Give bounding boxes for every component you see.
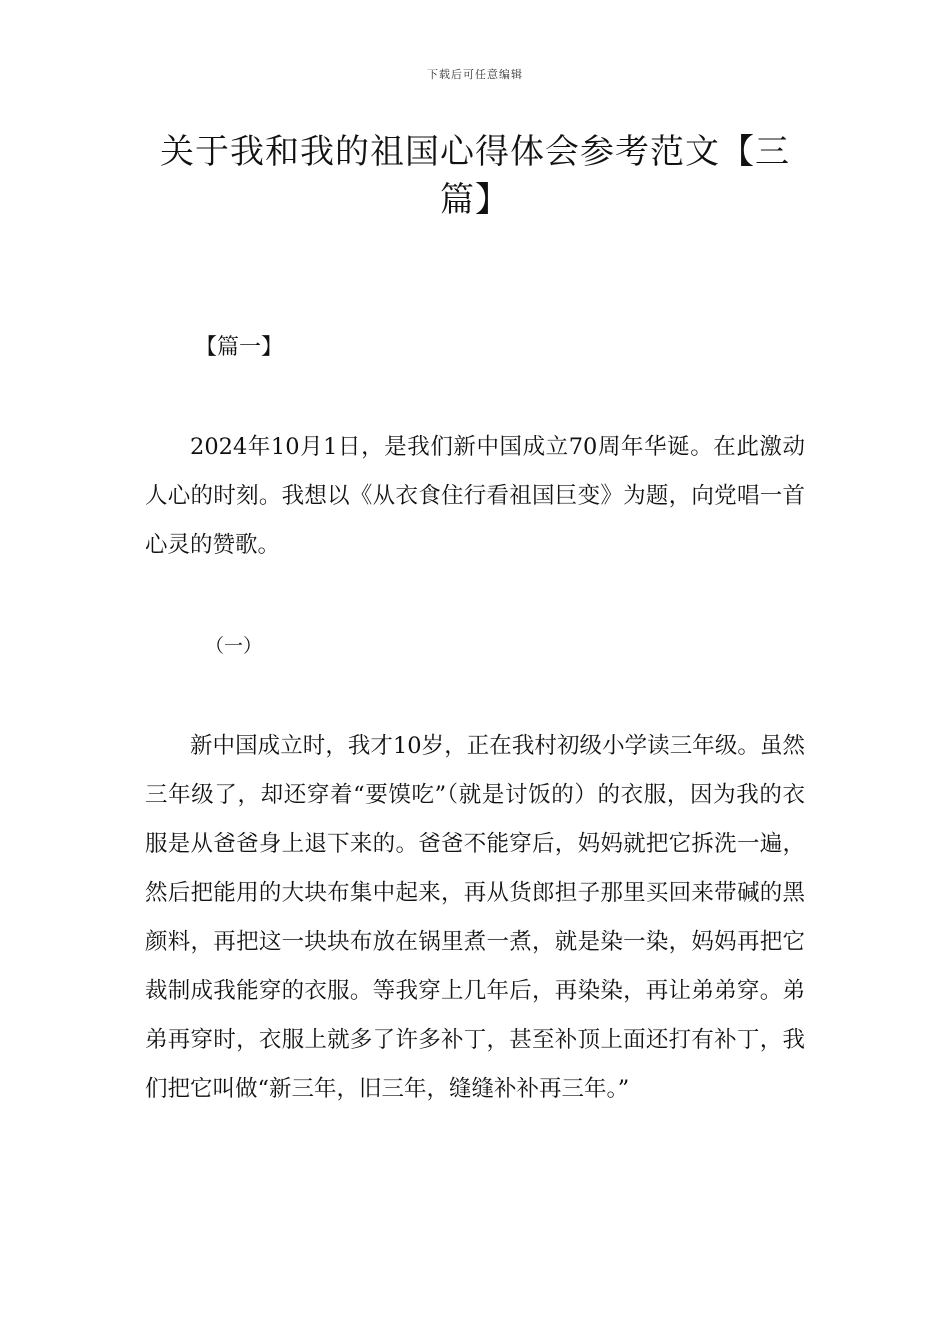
intro-paragraph: 2024年10月1日，是我们新中国成立70周年华诞。在此激动人心的时刻。我想以《从衣食住行看祖国巨变》为题，向党唱一首心灵的赞歌。: [145, 434, 805, 558]
sub-heading: （一）: [205, 635, 263, 657]
page-header-note: 下载后可任意编辑: [427, 68, 523, 81]
body-paragraph: 新中国成立时，我才10岁，正在我村初级小学读三年级。虽然三年级了，却还穿着“要馍吃”（就是讨饭的）的衣服，因为我的衣服是从爸爸身上退下来的。爸爸不能穿后，妈妈就把它拆洗一遍，然后把能用的大块布集中起来，再从货郎担子那里买回来带碱的黑颜料，再把这一块块布放在锅里煮一煮，就是染一染，妈妈再把它裁制成我能穿的衣服。等我穿上几年后，再染染，再让弟弟穿。弟弟再穿时，衣服上就多了许多补丁，甚至补顶上面还打有补丁，我们把它叫做“新三年，旧三年，缝缝补补再三年。”: [145, 733, 805, 1102]
section-heading: 【篇一】: [195, 335, 284, 360]
document-title: 关于我和我的祖国心得体会参考范文【三篇】: [160, 132, 790, 220]
